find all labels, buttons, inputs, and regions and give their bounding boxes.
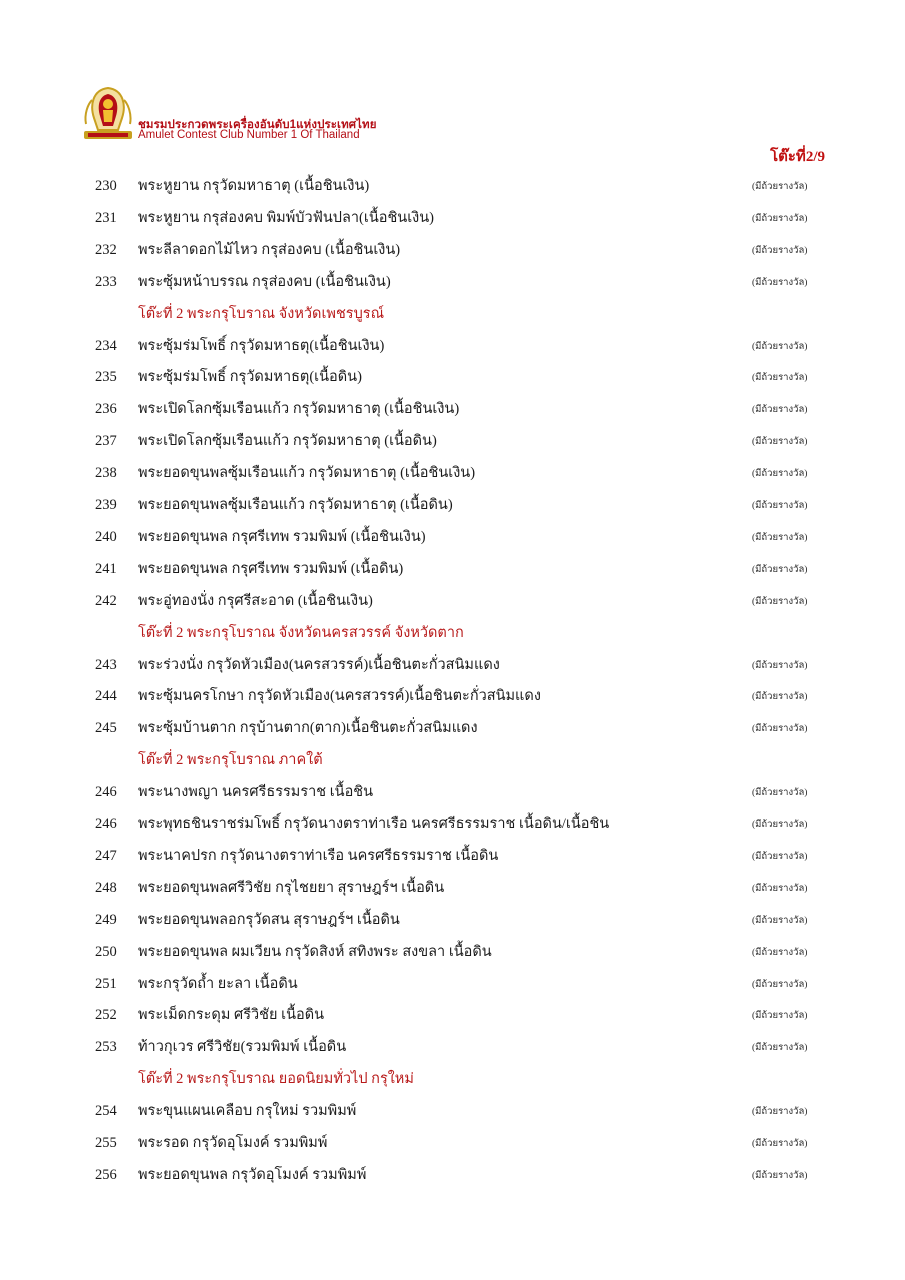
entry-name: พระซุ้มหน้าบรรณ กรุส่องคบ (เนื้อชินเงิน) <box>138 274 391 290</box>
trophy-status: (มีถ้วยรางวัล) <box>752 597 808 607</box>
trophy-status: (มีถ้วยรางวัล) <box>752 724 808 734</box>
entry-number: 238 <box>95 465 117 481</box>
trophy-status: (มีถ้วยรางวัล) <box>752 246 808 256</box>
trophy-status: (มีถ้วยรางวัล) <box>752 692 808 702</box>
entry-name: พระเม็ดกระดุม ศรีวิชัย เนื้อดิน <box>138 1007 325 1023</box>
trophy-status: (มีถ้วยรางวัล) <box>752 788 808 798</box>
entry-name: พระขุนแผนเคลือบ กรุใหม่ รวมพิมพ์ <box>138 1103 357 1119</box>
entry-name: พระซุ้มนครโกษา กรุวัดหัวเมือง(นครสวรรค์)เนื้อชินตะกั่วสนิมแดง <box>138 688 541 704</box>
entry-name: พระเปิดโลกซุ้มเรือนแก้ว กรุวัดมหาธาตุ (เนื้อชินเงิน) <box>138 401 460 417</box>
club-emblem-icon <box>82 84 134 142</box>
entry-number: 237 <box>95 433 117 449</box>
list-item <box>0 234 905 266</box>
entry-name: พระยอดขุนพลอกรุวัดสน สุราษฎร์ฯ เนื้อดิน <box>138 912 400 928</box>
entry-number: 248 <box>95 880 117 896</box>
list-item <box>0 457 905 489</box>
entry-number: 246 <box>95 784 117 800</box>
list-item <box>0 840 905 872</box>
entry-number: 244 <box>95 688 117 704</box>
trophy-status: (มีถ้วยรางวัล) <box>752 1043 808 1053</box>
list-item <box>0 649 905 681</box>
entry-name: พระลีลาดอกไม้ไหว กรุส่องคบ (เนื้อชินเงิน) <box>138 242 401 258</box>
entry-number: 245 <box>95 720 117 736</box>
trophy-status: (มีถ้วยรางวัล) <box>752 1011 808 1021</box>
entry-name: พระกรุวัดถ้ำ ยะลา เนื้อดิน <box>138 976 298 992</box>
trophy-status: (มีถ้วยรางวัล) <box>752 182 808 192</box>
table-page-indicator: โต๊ะที่2/9 <box>770 149 825 165</box>
trophy-status: (มีถ้วยรางวัล) <box>752 852 808 862</box>
entry-number: 232 <box>95 242 117 258</box>
list-item <box>0 170 905 202</box>
section-heading: โต๊ะที่ 2 พระกรุโบราณ จังหวัดนครสวรรค์ จังหวัดตาก <box>138 625 464 641</box>
list-item <box>0 872 905 904</box>
trophy-status: (มีถ้วยรางวัล) <box>752 661 808 671</box>
section-heading: โต๊ะที่ 2 พระกรุโบราณ ยอดนิยมทั่วไป กรุใหม่ <box>138 1071 414 1087</box>
list-item <box>0 1127 905 1159</box>
list-item <box>0 712 905 744</box>
entry-number: 254 <box>95 1103 117 1119</box>
list-item <box>0 393 905 425</box>
club-name-english: Amulet Contest Club Number 1 Of Thailand <box>138 129 360 141</box>
list-item <box>0 968 905 1000</box>
entry-number: 231 <box>95 210 117 226</box>
list-item <box>0 904 905 936</box>
trophy-status: (มีถ้วยรางวัล) <box>752 373 808 383</box>
trophy-status: (มีถ้วยรางวัล) <box>752 533 808 543</box>
trophy-status: (มีถ้วยรางวัล) <box>752 437 808 447</box>
trophy-status: (มีถ้วยรางวัล) <box>752 980 808 990</box>
trophy-status: (มีถ้วยรางวัล) <box>752 342 808 352</box>
entry-name: พระซุ้มร่มโพธิ์ กรุวัดมหาธตุ(เนื้อดิน) <box>138 369 362 385</box>
entry-name: ท้าวกุเวร ศรีวิชัย(รวมพิมพ์ เนื้อดิน <box>138 1039 347 1055</box>
entry-name: พระหูยาน กรุส่องคบ พิมพ์บัวฟันปลา(เนื้อชินเงิน) <box>138 210 434 226</box>
entry-number: 230 <box>95 178 117 194</box>
entry-name: พระยอดขุนพล กรุศรีเทพ รวมพิมพ์ (เนื้อชินเงิน) <box>138 529 426 545</box>
trophy-status: (มีถ้วยรางวัล) <box>752 1139 808 1149</box>
trophy-status: (มีถ้วยรางวัล) <box>752 916 808 926</box>
entry-name: พระยอดขุนพลซุ้มเรือนแก้ว กรุวัดมหาธาตุ (เนื้อชินเงิน) <box>138 465 476 481</box>
entry-name: พระอู่ทองนั่ง กรุศรีสะอาด (เนื้อชินเงิน) <box>138 593 373 609</box>
trophy-status: (มีถ้วยรางวัล) <box>752 469 808 479</box>
entry-name: พระยอดขุนพล กรุวัดอุโมงค์ รวมพิมพ์ <box>138 1167 367 1183</box>
trophy-status: (มีถ้วยรางวัล) <box>752 565 808 575</box>
entry-number: 247 <box>95 848 117 864</box>
list-item <box>0 425 905 457</box>
entry-name: พระเปิดโลกซุ้มเรือนแก้ว กรุวัดมหาธาตุ (เนื้อดิน) <box>138 433 437 449</box>
entry-number: 255 <box>95 1135 117 1151</box>
trophy-status: (มีถ้วยรางวัล) <box>752 820 808 830</box>
entry-number: 256 <box>95 1167 117 1183</box>
entry-name: พระรอด กรุวัดอุโมงค์ รวมพิมพ์ <box>138 1135 328 1151</box>
trophy-status: (มีถ้วยรางวัล) <box>752 278 808 288</box>
entry-number: 243 <box>95 657 117 673</box>
trophy-status: (มีถ้วยรางวัล) <box>752 501 808 511</box>
list-item <box>0 521 905 553</box>
entry-name: พระพุทธชินราชร่มโพธิ์ กรุวัดนางตราท่าเรือ นครศรีธรรมราช เนื้อดิน/เนื้อชิน <box>138 816 610 832</box>
list-item <box>0 489 905 521</box>
trophy-status: (มีถ้วยรางวัล) <box>752 214 808 224</box>
entry-number: 239 <box>95 497 117 513</box>
entry-name: พระยอดขุนพล ผมเวียน กรุวัดสิงห์ สทิงพระ สงขลา เนื้อดิน <box>138 944 492 960</box>
list-item <box>0 936 905 968</box>
entry-name: พระนางพญา นครศรีธรรมราช เนื้อชิน <box>138 784 374 800</box>
list-item <box>0 585 905 617</box>
list-item <box>0 808 905 840</box>
entry-number: 252 <box>95 1007 117 1023</box>
entry-number: 249 <box>95 912 117 928</box>
club-name-thai: ชมรมประกวดพระเครื่องอันดับ1แห่งประเทศไทย <box>138 119 377 131</box>
entry-name: พระซุ้มร่มโพธิ์ กรุวัดมหาธตุ(เนื้อชินเงิน) <box>138 338 385 354</box>
list-item <box>0 361 905 393</box>
entry-number: 251 <box>95 976 117 992</box>
trophy-status: (มีถ้วยรางวัล) <box>752 1107 808 1117</box>
section-heading: โต๊ะที่ 2 พระกรุโบราณ ภาคใต้ <box>138 752 323 768</box>
trophy-status: (มีถ้วยรางวัล) <box>752 405 808 415</box>
list-item <box>0 1031 905 1063</box>
entry-number: 236 <box>95 401 117 417</box>
list-item <box>0 680 905 712</box>
trophy-status: (มีถ้วยรางวัล) <box>752 948 808 958</box>
entry-number: 235 <box>95 369 117 385</box>
entry-name: พระยอดขุนพล กรุศรีเทพ รวมพิมพ์ (เนื้อดิน) <box>138 561 404 577</box>
entry-number: 250 <box>95 944 117 960</box>
list-item <box>0 330 905 362</box>
entry-number: 234 <box>95 338 117 354</box>
entry-number: 253 <box>95 1039 117 1055</box>
entry-number: 246 <box>95 816 117 832</box>
entry-number: 240 <box>95 529 117 545</box>
list-item <box>0 266 905 298</box>
list-item <box>0 1095 905 1127</box>
entry-name: พระซุ้มบ้านตาก กรุบ้านตาก(ตาก)เนื้อชินตะกั่วสนิมแดง <box>138 720 478 736</box>
list-item <box>0 999 905 1031</box>
entry-number: 241 <box>95 561 117 577</box>
trophy-status: (มีถ้วยรางวัล) <box>752 1171 808 1181</box>
entry-name: พระร่วงนั่ง กรุวัดหัวเมือง(นครสวรรค์)เนื้อชินตะกั่วสนิมแดง <box>138 657 500 673</box>
trophy-status: (มีถ้วยรางวัล) <box>752 884 808 894</box>
entry-name: พระหูยาน กรุวัดมหาธาตุ (เนื้อชินเงิน) <box>138 178 370 194</box>
entry-number: 242 <box>95 593 117 609</box>
list-item <box>0 553 905 585</box>
list-item <box>0 1159 905 1191</box>
list-item <box>0 776 905 808</box>
list-item <box>0 202 905 234</box>
entry-number: 233 <box>95 274 117 290</box>
section-heading: โต๊ะที่ 2 พระกรุโบราณ จังหวัดเพชรบูรณ์ <box>138 306 385 322</box>
entry-name: พระนาคปรก กรุวัดนางตราท่าเรือ นครศรีธรรมราช เนื้อดิน <box>138 848 499 864</box>
entry-name: พระยอดขุนพลซุ้มเรือนแก้ว กรุวัดมหาธาตุ (เนื้อดิน) <box>138 497 453 513</box>
entry-name: พระยอดขุนพลศรีวิชัย กรุไชยยา สุราษฎร์ฯ เนื้อดิน <box>138 880 445 896</box>
